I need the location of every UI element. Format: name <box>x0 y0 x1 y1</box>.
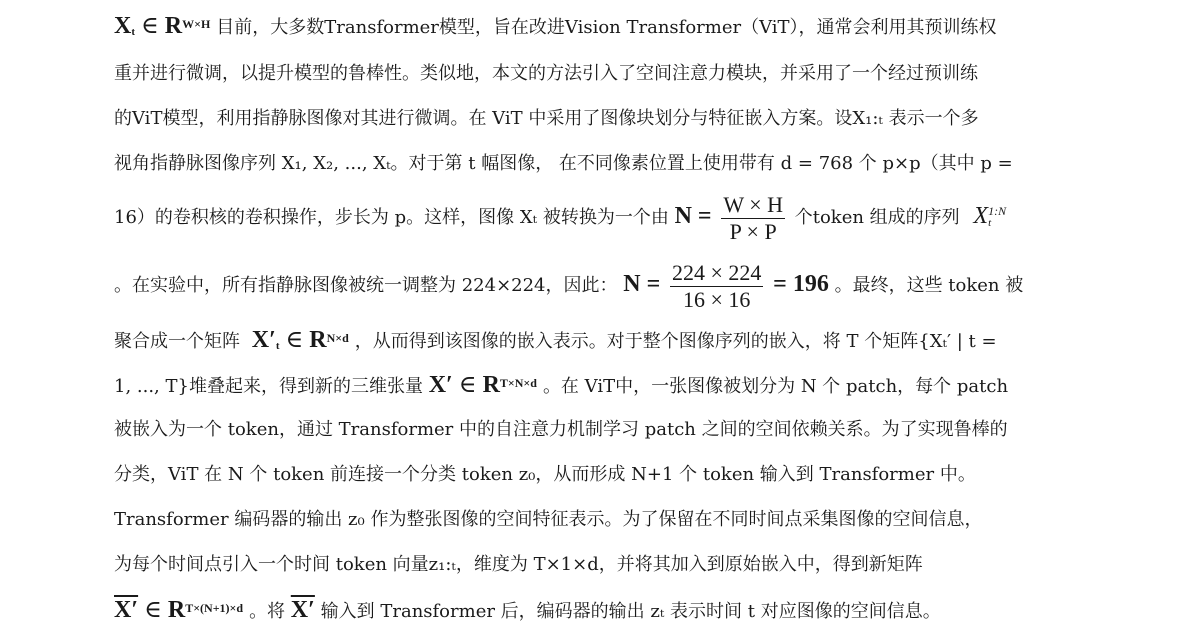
line-5-text-a: 16）的卷积核的卷积操作，步长为 p。这样，图像 Xₜ 被转换为一个由 <box>114 207 669 228</box>
paragraph-line-4: 视角指静脉图像序列 X₁, X₂, ..., Xₜ。对于第 t 幅图像， 在不同像素位置上使用带有 d = 768 个 p×p（其中 p = <box>114 153 1013 174</box>
math-sup-wh: W×H <box>182 17 211 31</box>
math-x-seq <box>973 203 1006 229</box>
line-6-text-a: 。在实验中，所有指静脉图像被统一调整为 224×224，因此： <box>114 275 618 296</box>
fraction-denominator: P × P <box>729 218 777 244</box>
math-x-prime: X′ <box>428 372 453 398</box>
paragraph-line-1 <box>114 14 997 40</box>
paragraph-line-12: 为每个时间点引入一个时间 token 向量z₁:ₜ，维度为 T×1×d，并将其加入到原始嵌入中，得到新矩阵 <box>114 554 923 575</box>
math-x-t-in-r <box>114 13 216 39</box>
math-xbar-prime-in-r <box>114 597 249 623</box>
math-in-symbol: ∈ <box>458 372 477 398</box>
paragraph-line-11: Transformer 编码器的输出 z₀ 作为整张图像的空间特征表示。为了保留在不同时间点采集图像的空间信息， <box>114 509 983 530</box>
math-sub-t: t <box>131 26 136 38</box>
math-result-196: = 196 <box>773 271 829 297</box>
fraction-numerator: W × H <box>723 191 783 217</box>
line-13-text-a: 。将 <box>249 601 286 622</box>
math-in-symbol: ∈ <box>285 327 304 353</box>
paragraph-line-3: 的ViT模型，利用指静脉图像对其进行微调。在 ViT 中采用了图像块划分与特征嵌入方案。设X₁:ₜ 表示一个多 <box>114 108 979 129</box>
line-8-text-a: 1, ..., T}堆叠起来，得到新的三维张量 <box>114 376 423 397</box>
math-sub-t: t <box>275 340 280 352</box>
paragraph-line-7 <box>114 325 997 357</box>
math-sup-nd: N×d <box>326 331 349 345</box>
paragraph-line-6 <box>114 256 1023 314</box>
math-x-prime-in-r <box>429 372 543 398</box>
paragraph-line-8 <box>114 370 1008 402</box>
math-n-equals: N = <box>674 203 712 229</box>
paragraph-line-13 <box>114 594 941 628</box>
paragraph-line-2: 重并进行微调，以提升模型的鲁棒性。类似地，本文的方法引入了空间注意力模块，并采用了一个经过预训练 <box>114 63 978 84</box>
math-n-equals: N = <box>623 271 661 297</box>
math-xt-prime-in-r <box>252 327 355 353</box>
math-sup-tn1d: T×(N+1)×d <box>185 601 244 615</box>
math-sub-t: t <box>988 217 992 230</box>
math-in-symbol: ∈ <box>141 13 159 39</box>
math-sup-1n: 1:N <box>988 204 1007 219</box>
line-13-text-b: 输入到 Transformer 后，编码器的输出 zₜ 表示时间 t 对应图像的空间信息。 <box>320 601 941 622</box>
paragraph-line-10: 分类，ViT 在 N 个 token 前连接一个分类 token z₀，从而形成 N+1 个 token 输入到 Transformer 中。 <box>114 464 976 485</box>
line-1-text: 目前，大多数Transformer模型，旨在改进Vision Transformer（ViT），通常会利用其预训练权 <box>216 17 997 38</box>
line-6-text-b: 。最终，这些 token 被 <box>834 275 1024 296</box>
math-x: X <box>114 13 132 39</box>
math-in-symbol: ∈ <box>144 597 162 623</box>
fraction-wh-pp <box>721 192 785 245</box>
math-r: R <box>482 372 500 398</box>
math-r: R <box>164 13 183 39</box>
math-x-prime: X′ <box>251 327 276 353</box>
paragraph-line-9: 被嵌入为一个 token，通过 Transformer 中的自注意力机制学习 patch 之间的空间依赖关系。为了实现鲁棒的 <box>114 419 1008 440</box>
math-r: R <box>167 597 186 623</box>
math-sup-tnd: T×N×d <box>499 376 537 390</box>
fraction-denominator: 16 × 16 <box>683 286 751 312</box>
line-7-text-b: ，从而得到该图像的嵌入表示。对于整个图像序列的嵌入，将 T 个矩阵{Xₜ′ | t = <box>354 331 997 352</box>
line-5-text-b: 个token 组成的序列 <box>794 207 960 228</box>
fraction-numerator: 224 × 224 <box>672 259 762 285</box>
math-r: R <box>309 327 327 353</box>
line-7-text-a: 聚合成一个矩阵 <box>114 331 240 352</box>
line-8-text-b: 。在 ViT中，一张图像被划分为 N 个 patch，每个 patch <box>542 376 1009 397</box>
math-x: X <box>973 203 989 229</box>
fraction-224-16 <box>670 260 763 313</box>
math-x-bar-prime-2: X′ <box>290 597 315 623</box>
math-x-bar-prime: X′ <box>114 597 139 623</box>
paragraph-line-5 <box>114 190 1006 245</box>
